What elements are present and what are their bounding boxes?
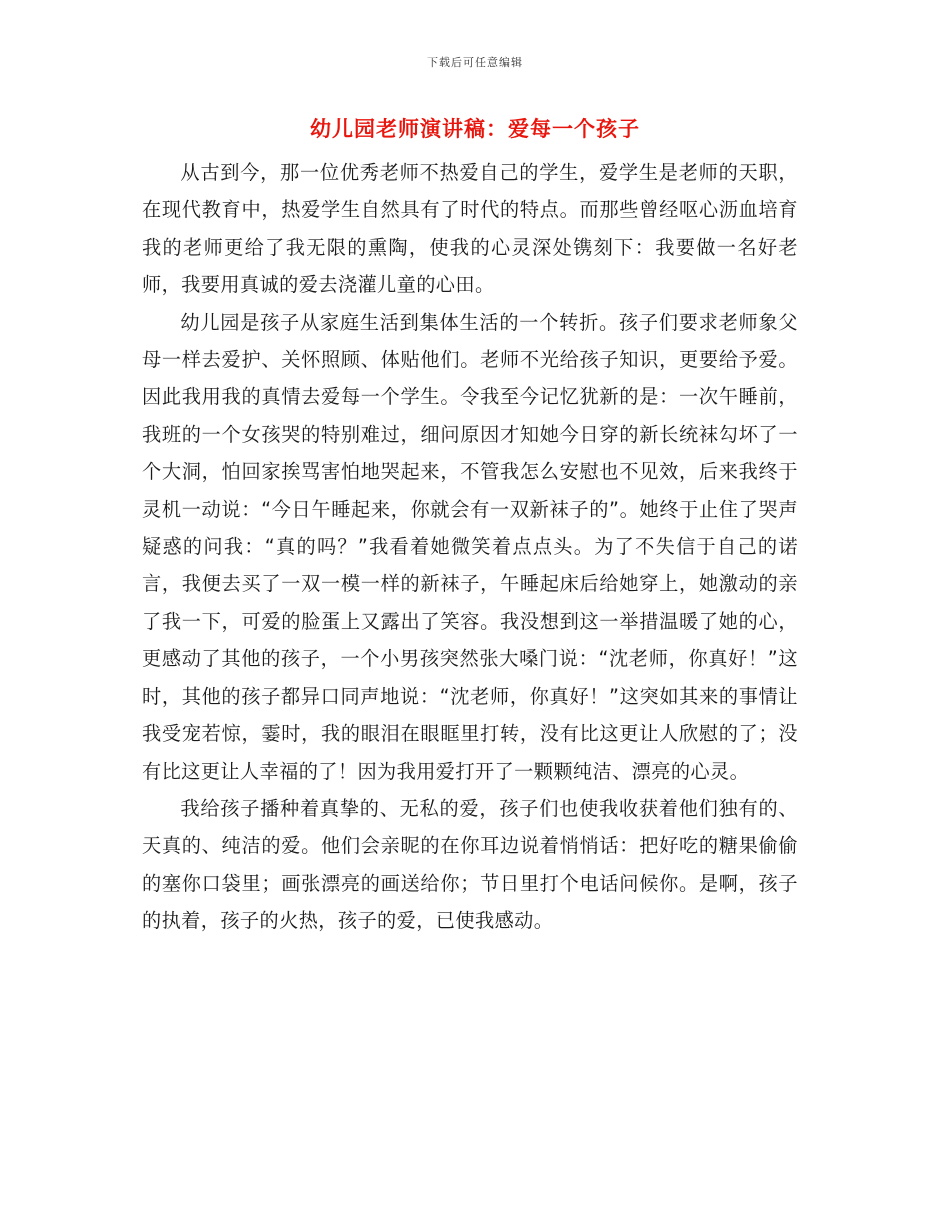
paragraph-2: 幼儿园是孩子从家庭生活到集体生活的一个转折。孩子们要求老师象父母一样去爱护、关怀照顾、体贴他们。老师不光给孩子知识，更要给予爱。因此我用我的真情去爱每一个学生。令我至今记忆犹新的是：一次午睡前，我班的一个女孩哭的特别难过，细问原因才知她今日穿的新长统袜勾坏了一个大洞，怕回家挨骂害怕地哭起来，不管我怎么安慰也不见效，后来我终于灵机一动说：“今日午睡起来，你就会有一双新袜子的”。她终于止住了哭声疑惑的问我：“真的吗？”我看着她微笑着点点头。为了不失信于自己的诺言，我便去买了一双一模一样的新袜子，午睡起床后给她穿上，她激动的亲了我一下，可爱的脸蛋上又露出了笑容。我没想到这一举措温暖了她的心，更感动了其他的孩子，一个小男孩突然张大嗓门说：“沈老师，你真好！”这时，其他的孩子都异口同声地说：“沈老师，你真好！”这突如其来的事情让我受宠若惊，霎时，我的眼泪在眼眶里打转，没有比这更让人欣慰的了；没有比这更让人幸福的了！因为我用爱打开了一颗颗纯洁、漂亮的心灵。: [142, 310, 798, 783]
paragraph-1: 从古到今，那一位优秀老师不热爱自己的学生，爱学生是老师的天职，在现代教育中，热爱学生自然具有了时代的特点。而那些曾经呕心沥血培育我的老师更给了我无限的熏陶，使我的心灵深处镌刻下：我要做一名好老师，我要用真诚的爱去浇灌儿童的心田。: [142, 161, 798, 297]
document-body: [142, 154, 798, 940]
paragraph-3: 我给孩子播种着真挚的、无私的爱，孩子们也使我收获着他们独有的、天真的、纯洁的爱。他们会亲昵的在你耳边说着悄悄话：把好吃的糖果偷偷的塞你口袋里；画张漂亮的画送给你；节日里打个电话问候你。是啊，孩子的执着，孩子的火热，孩子的爱，已使我感动。: [142, 796, 798, 933]
header-note: 下载后可任意编辑: [427, 56, 523, 69]
document-title: 幼儿园老师演讲稿：爱每一个孩子: [310, 117, 640, 141]
